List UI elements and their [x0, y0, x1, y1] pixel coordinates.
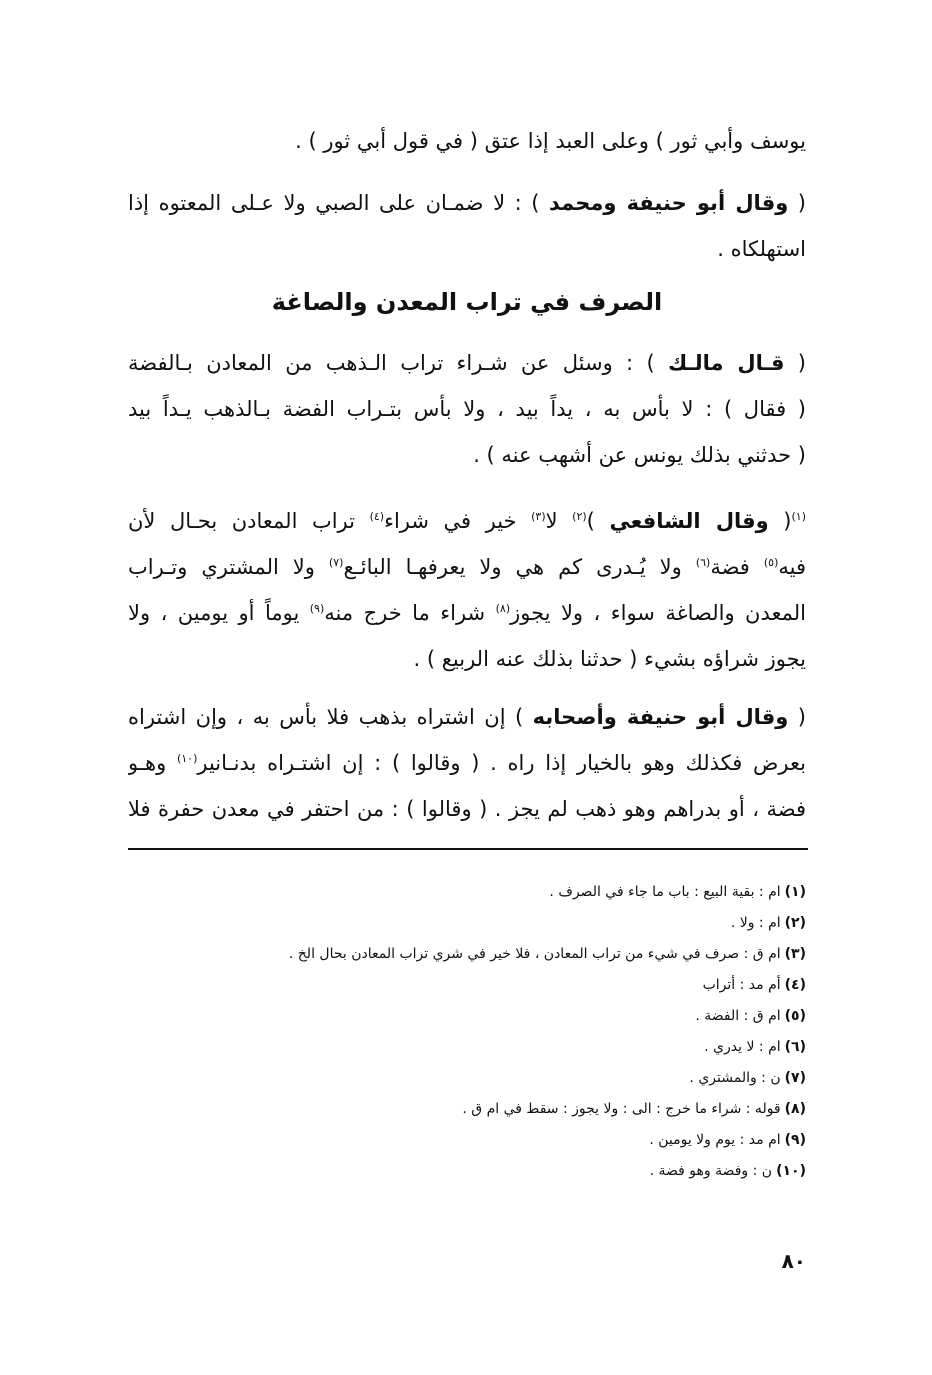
footnote-number: (٥): [784, 1008, 806, 1024]
text-line: [128, 118, 806, 164]
footnote-text: قوله : شراء ما خرج : الى : ولا يجوز : سقط في ام ق .: [462, 1101, 781, 1117]
footnote-item: [128, 877, 806, 908]
bold-phrase: وقال الشافعي: [609, 509, 769, 533]
text-block-2: [128, 180, 806, 272]
footnote-ref: (١): [791, 510, 806, 523]
text-run: المعدن والصاغة سواء ، ولا يجوز: [510, 601, 806, 625]
text-run: (: [788, 191, 806, 215]
text-line: [128, 386, 806, 432]
footnote-text: ن : والمشتري .: [689, 1070, 781, 1086]
text-run: يوسف وأبي ثور ) وعلى العبد إذا عتق ( في قول أبي ثور ) .: [295, 129, 806, 153]
footnote-ref: (١٠): [176, 752, 198, 765]
footnote-number: (٨): [784, 1101, 806, 1117]
text-line: [128, 694, 806, 740]
footnote-ref: (٣): [531, 510, 546, 523]
text-run: فيه: [778, 555, 806, 579]
footnote-text: ام : ولا .: [730, 915, 781, 931]
text-block-3: [128, 340, 806, 478]
text-line: [128, 180, 806, 226]
text-run: ) : لا ضمـان على الصبي ولا عـلى المعتوه إذا: [128, 191, 549, 215]
footnote-text: ن : وفضة وهو فضة .: [649, 1163, 773, 1179]
footnote-text: أم مد : أتراب: [702, 977, 781, 993]
text-run: ولا المشتري وتـراب: [128, 555, 329, 579]
text-line: [128, 226, 806, 272]
text-run: ) إن اشتراه بذهب فلا بأس به ، وإن اشتراه: [128, 705, 533, 729]
text-run: ولا يُـدرى كم هي ولا يعرفهـا البائـع: [343, 555, 696, 579]
footnote-item: [128, 1001, 806, 1032]
page-number: ٨٠: [781, 1249, 806, 1273]
text-run: يجوز شراؤه بشيء ( حدثنا بذلك عنه الربيع ) .: [413, 647, 806, 671]
text-block-4: [128, 498, 806, 682]
bold-phrase: قـال مالـك: [667, 351, 785, 375]
text-run: ( حدثني بذلك يونس عن أشهب عنه ) .: [473, 443, 806, 467]
bold-phrase: وقال أبو حنيفة ومحمد: [548, 191, 789, 215]
text-run: ): [586, 509, 610, 533]
text-run: فضة ، أو بدراهم وهو ذهب لم يجز . ( وقالوا ) : من احتفر في معدن حفرة فلا: [128, 797, 806, 821]
bold-phrase: وقال أبو حنيفة وأصحابه: [532, 705, 789, 729]
text-line: [128, 340, 806, 386]
text-line: [128, 786, 806, 832]
text-run: شراء ما خرج منه: [324, 601, 496, 625]
footnote-ref: (٢): [572, 510, 587, 523]
text-line: [128, 636, 806, 682]
text-line: [128, 740, 806, 786]
text-run: لا: [545, 509, 573, 533]
text-run: ) : وسئل عن شـراء تراب الـذهب من المعادن بـالفضة: [128, 351, 668, 375]
text-run: وهـو: [128, 751, 177, 775]
footnote-item: [128, 1125, 806, 1156]
footnote-number: (٦): [784, 1039, 806, 1055]
footnote-number: (٩): [784, 1132, 806, 1148]
footnote-text: ام : لا يدري .: [704, 1039, 781, 1055]
footnotes: [128, 877, 806, 1187]
text-run: (: [788, 705, 806, 729]
footnote-item: [128, 939, 806, 970]
footnote-number: (٣): [784, 946, 806, 962]
text-line: [128, 544, 806, 590]
text-run: يوماً أو يومين ، ولا: [128, 601, 310, 625]
footnote-ref: (٦): [695, 556, 711, 569]
text-line: [128, 498, 806, 544]
footnote-number: (٧): [784, 1070, 806, 1086]
footnote-ref: (٥): [763, 556, 779, 569]
footnote-item: [128, 1032, 806, 1063]
text-block-5: [128, 694, 806, 832]
footnote-ref: (٤): [369, 510, 385, 523]
footnote-ref: (٩): [309, 602, 325, 615]
footnote-number: (٢): [784, 915, 806, 931]
footnote-number: (١٠): [776, 1163, 806, 1179]
footnote-text: ام ق : الفضة .: [695, 1008, 781, 1024]
text-run: تراب المعادن بحـال لأن: [128, 509, 370, 533]
footnote-item: [128, 908, 806, 939]
text-run: فضة: [710, 555, 764, 579]
text-line: [128, 432, 806, 478]
footnote-text: ام مد : يوم ولا يومين .: [649, 1132, 781, 1148]
footnote-item: [128, 1063, 806, 1094]
text-run: استهلكاه .: [717, 237, 806, 261]
text-run: ( فقال ) : لا بأس به ، يداً بيد ، ولا بأس بتـراب الفضة بـالذهب يـداً بيد: [128, 397, 806, 421]
text-run: بعرض فكذلك وهو بالخيار إذا راه . ( وقالوا ) : إن اشتـراه بدنـانير: [197, 751, 806, 775]
text-line: [128, 590, 806, 636]
footnote-number: (٤): [784, 977, 806, 993]
footnote-item: [128, 970, 806, 1001]
text-run: (: [784, 351, 806, 375]
footnote-ref: (٧): [328, 556, 344, 569]
footnote-item: [128, 1156, 806, 1187]
text-block-1: [128, 118, 806, 164]
footnote-ref: (٨): [495, 602, 511, 615]
section-heading: الصرف في تراب المعدن والصاغة: [271, 288, 663, 316]
footnote-divider: [128, 848, 808, 850]
footnote-item: [128, 1094, 806, 1125]
text-run: خير في شراء: [384, 509, 532, 533]
footnote-text: ام : بقية البيع : باب ما جاء في الصرف .: [549, 884, 781, 900]
footnote-text: ام ق : صرف في شيء من تراب المعادن ، فلا خير في شري تراب المعادن بحال الخ .: [288, 946, 781, 962]
footnote-number: (١): [784, 884, 806, 900]
text-run: (: [768, 509, 792, 533]
